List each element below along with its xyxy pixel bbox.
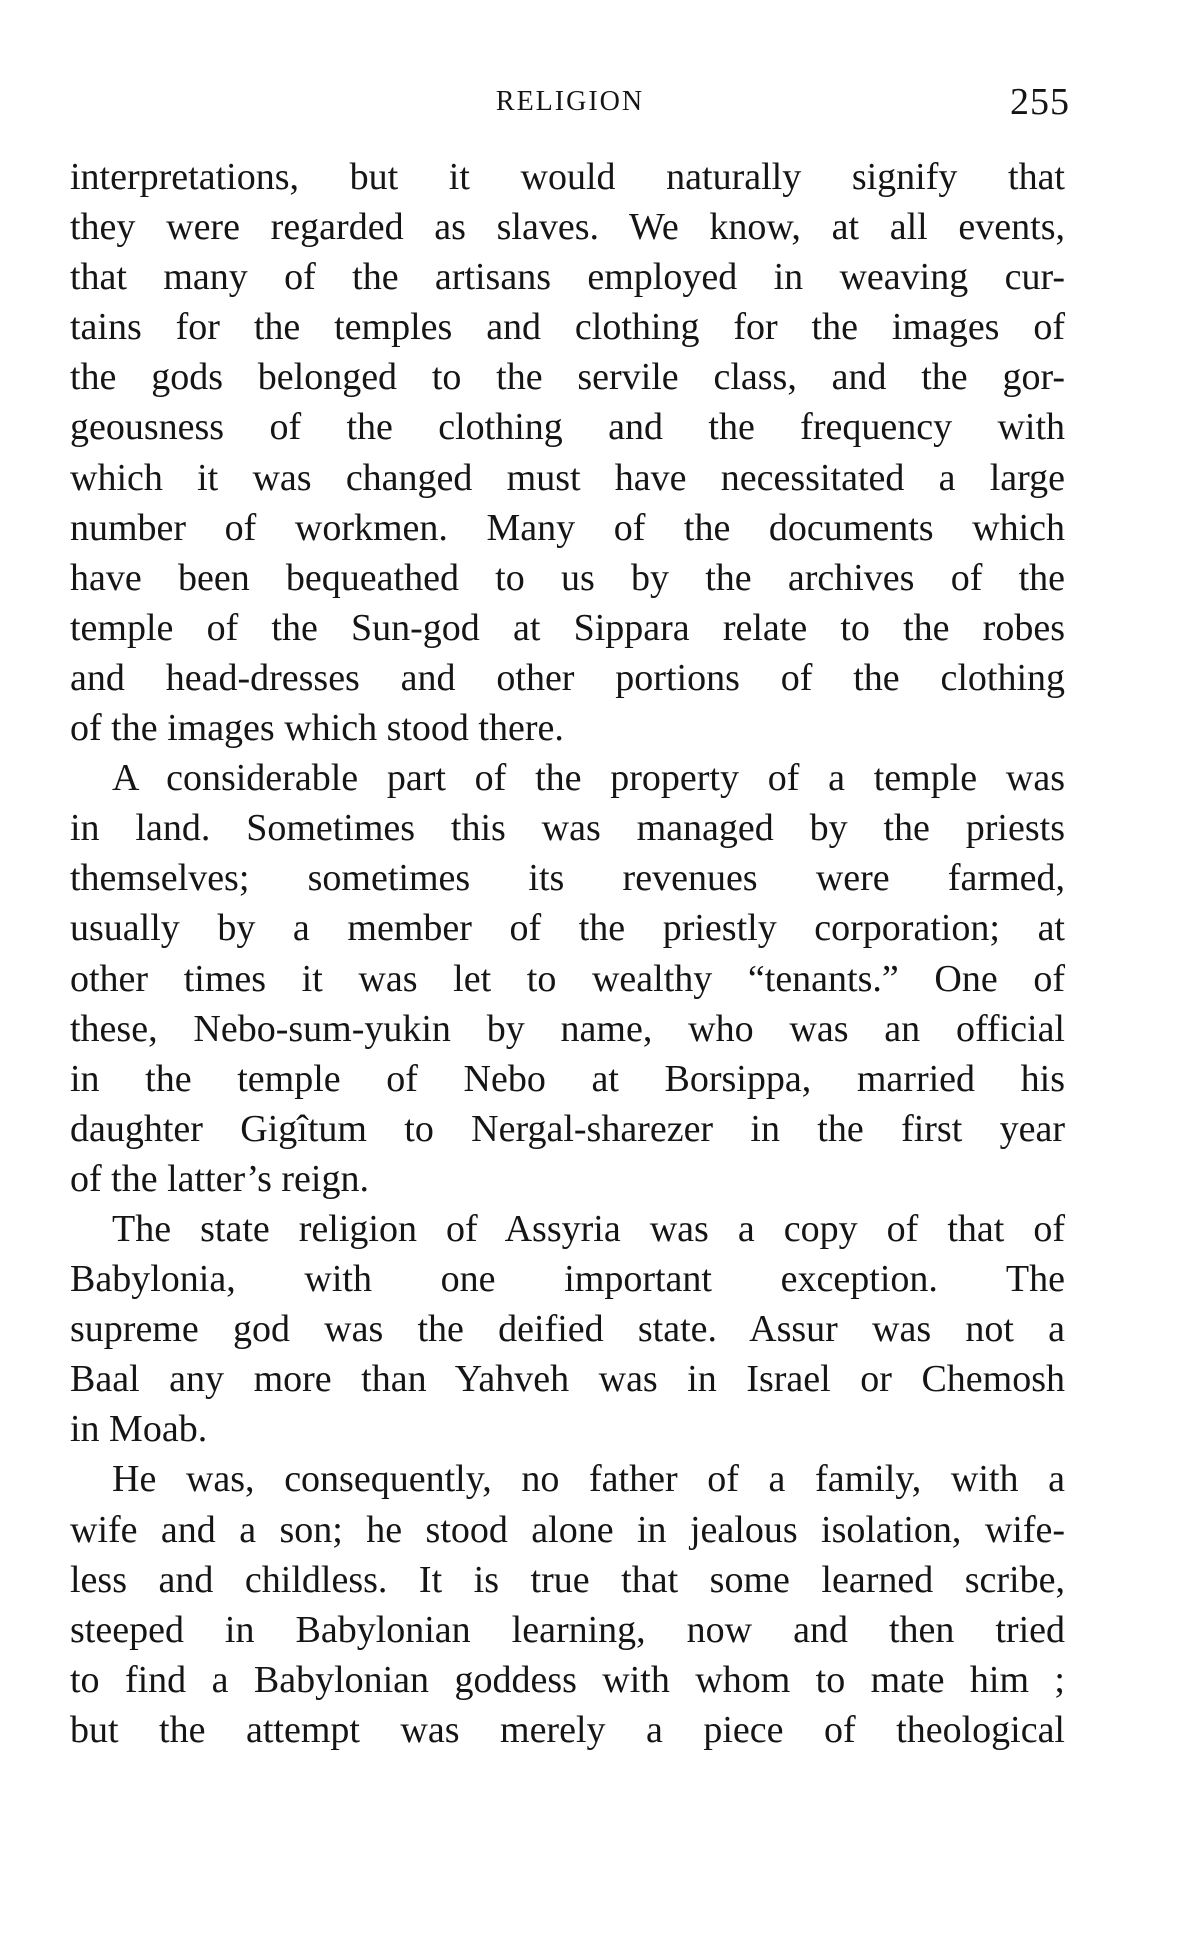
text-line: number of workmen. Many of the documents which [70, 506, 1065, 549]
running-title: RELIGION [495, 86, 645, 117]
text-line: Babylonia, with one important exception. The [70, 1258, 1065, 1301]
text-line: themselves; sometimes its revenues were farmed, [70, 857, 1065, 900]
text-line: usually by a member of the priestly corporation; at [70, 907, 1065, 950]
text-line: interpretations, but it would naturally signify that [70, 156, 1065, 198]
body-text [70, 152, 1065, 1755]
text-line: He was, consequently, no father of a family, with a [112, 1458, 1065, 1501]
text-line: but the attempt was merely a piece of theological [70, 1708, 1065, 1751]
text-line: daughter Gigîtum to Nergal-sharezer in the first year [70, 1107, 1065, 1150]
text-line: in land. Sometimes this was managed by the priests [70, 807, 1065, 850]
text-line: these, Nebo-sum-yukin by name, who was an official [70, 1007, 1065, 1050]
text-line: of the latter’s reign. [70, 1157, 369, 1200]
text-line: that many of the artisans employed in weaving cur- [70, 256, 1065, 299]
text-line: of the images which stood there. [70, 707, 564, 750]
text-line: have been bequeathed to us by the archives of the [70, 556, 1065, 599]
text-line: less and childless. It is true that some learned scribe, [70, 1558, 1065, 1601]
text-line: A considerable part of the property of a temple was [112, 757, 1065, 800]
text-line: in Moab. [70, 1408, 208, 1451]
text-line: geousness of the clothing and the frequency with [70, 406, 1065, 449]
text-line: tains for the temples and clothing for the images of [70, 306, 1065, 349]
text-line: they were regarded as slaves. We know, at all events, [70, 206, 1065, 249]
text-line: in the temple of Nebo at Borsippa, married his [70, 1057, 1065, 1100]
text-line: temple of the Sun-god at Sippara relate to the robes [70, 606, 1065, 649]
text-line: to find a Babylonian goddess with whom to mate him ; [70, 1658, 1065, 1701]
text-line: The state religion of Assyria was a copy of that of [112, 1207, 1065, 1250]
text-line: other times it was let to wealthy “tenants.” One of [70, 957, 1065, 1000]
running-head [70, 80, 1070, 130]
text-line: supreme god was the deified state. Assur was not a [70, 1308, 1065, 1351]
text-line: which it was changed must have necessitated a large [70, 456, 1065, 499]
text-line: steeped in Babylonian learning, now and then tried [70, 1608, 1065, 1651]
text-line: wife and a son; he stood alone in jealous isolation, wife- [70, 1508, 1065, 1551]
text-line: Baal any more than Yahveh was in Israel or Chemosh [70, 1358, 1065, 1401]
page-number: 255 [1010, 81, 1070, 123]
text-line: and head-dresses and other portions of the clothing [70, 656, 1065, 699]
text-line: the gods belonged to the servile class, and the gor- [70, 356, 1065, 399]
